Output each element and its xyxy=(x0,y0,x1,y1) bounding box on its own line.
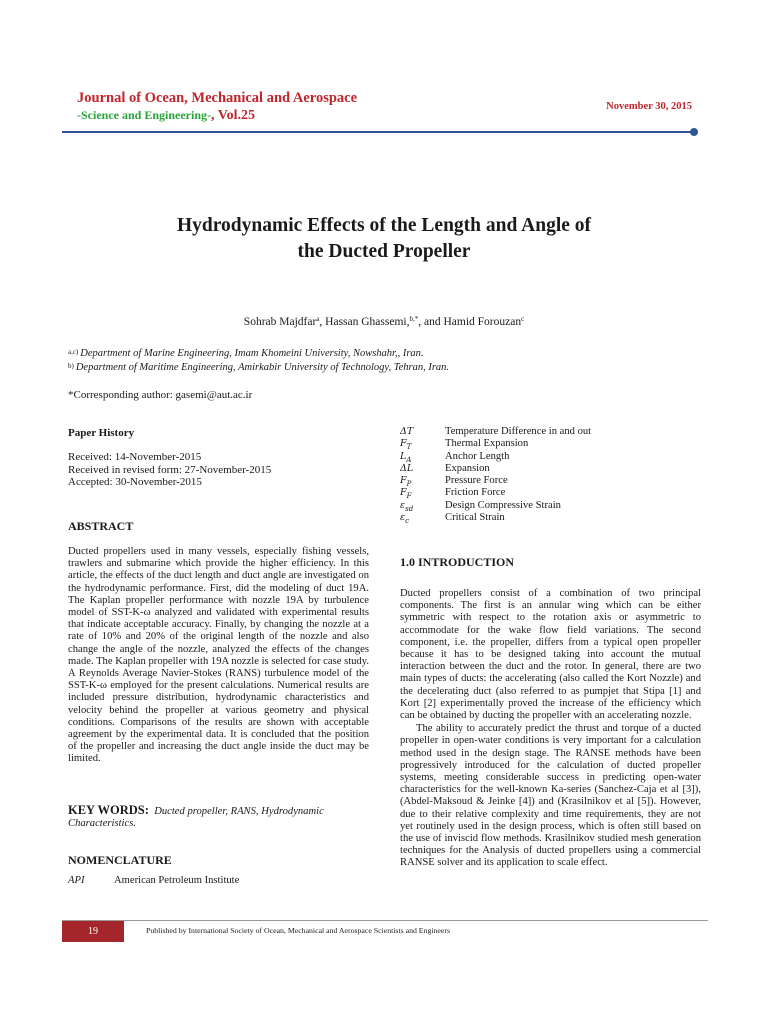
author-affiliation-mark: b,* xyxy=(409,315,419,323)
affiliation xyxy=(68,362,449,373)
nomenclature-symbol: $F_T$ xyxy=(400,438,412,452)
keywords-label: KEY WORDS: xyxy=(68,803,149,817)
nomenclature-row xyxy=(400,463,591,475)
nomenclature-description: Friction Force xyxy=(445,487,506,499)
revised-date: Received in revised form: 27-November-2015 xyxy=(68,463,272,476)
paper-history-heading: Paper History xyxy=(68,427,135,439)
paper-title-line-1: Hydrodynamic Effects of the Length and Angle of xyxy=(176,215,592,236)
abstract-heading: ABSTRACT xyxy=(68,519,134,533)
nomenclature-row xyxy=(400,438,591,450)
symbol-subscript: c xyxy=(405,516,410,525)
nomenclature-row xyxy=(400,487,591,499)
nomenclature-description: Expansion xyxy=(445,462,490,474)
nomenclature-symbol: $\varepsilon_c$ xyxy=(400,512,410,525)
author-list xyxy=(0,316,768,328)
footer-divider xyxy=(62,920,708,921)
nomenclature-symbol: ΔL xyxy=(400,462,414,474)
nomenclature-description: Design Compressive Strain xyxy=(445,499,561,511)
nomenclature-symbol: $F_F$ xyxy=(400,487,412,501)
accepted-date: Accepted: 30-November-2015 xyxy=(68,476,202,488)
introduction-text xyxy=(400,588,701,870)
nomenclature-row xyxy=(400,451,591,463)
nomenclature-description: Anchor Length xyxy=(445,450,510,462)
affiliation-mark: a,c) xyxy=(68,348,79,356)
keywords-text: Ducted propeller, RANS, Hydrodynamic Characteristics. xyxy=(68,806,324,830)
symbol-subscript: T xyxy=(406,443,412,452)
affiliation-text: Department of Marine Engineering, Imam Khomeini University, Nowshahr,, Iran. xyxy=(80,348,424,359)
nomenclature-symbol: $F_P$ xyxy=(400,475,412,489)
nomenclature-row xyxy=(400,500,591,512)
nomenclature-description: Temperature Difference in and out xyxy=(445,426,592,437)
nomenclature-heading: NOMENCLATURE xyxy=(68,853,172,867)
nomenclature-symbol: API xyxy=(68,875,85,886)
nomenclature-list xyxy=(400,426,591,524)
author-separator: , and xyxy=(418,316,444,328)
journal-name: Journal of Ocean, Mechanical and Aerospace xyxy=(77,90,358,106)
abstract-text: Ducted propellers used in many vessels, especially fishing vessels, trawlers and submarine which provide the higher efficiency. In this article, the effects of the duct length and duct angle are investigated on the hydrodynamic performance. First, did the modeling of duct 19A. The Kaplan propeller performance with nozzle 19A by turbulence model of SST-K-ω analyzed and validated with experimental results that indicate acceptable accuracy. Finally, by changing the nozzle at a rate of 10% and 20% of the original length of the nozzle and also change the angle of the nozzle, analyzed the effects of the changes made. The Kaplan propeller with 19A nozzle is selected for case study. A Reynolds Average Navier-Stokes (RANS) turbulence model of the SST-K-ω employed for the present calculations. Numerical results are included pressure distribution, hydrodynamic characteristics and velocity behind the propeller at various geometry and physical conditions. Comparisons of the results are shown with acceptable agreement by the experimental data. It is concluded that the position of the propeller and increasing the duct angle inside the duct may be limited. xyxy=(68,546,369,765)
author-name: Hassan Ghassemi, xyxy=(325,316,410,328)
symbol-subscript: sd xyxy=(405,504,414,513)
nomenclature-symbol: $\varepsilon_{sd}$ xyxy=(400,499,414,513)
author-name: Sohrab Majdfar xyxy=(243,316,317,328)
author-affiliation-mark: c xyxy=(521,315,525,323)
publisher-note: Published by International Society of Ocean, Mechanical and Aerospace Scientists and Engineers xyxy=(146,926,450,935)
introduction-heading: 1.0 INTRODUCTION xyxy=(400,555,515,569)
nomenclature-description: Pressure Force xyxy=(445,475,508,487)
paper-title-line-2: the Ducted Propeller xyxy=(297,241,471,262)
author-name: Hamid Forouzan xyxy=(443,316,522,328)
paper-title xyxy=(0,213,768,265)
introduction-paragraph: The ability to accurately predict the thrust and torque of a ducted propeller in open-water conditions is very important for a calculation method used in the design stage. The RANSE methods have been progressively introduced for the calculation of ducted propeller systems, meeting considerable success in predicting open-water characteristics for the well-known Ka-series (Sanchez-Caja et al [3]), (Abdel-Maksoud & Jeinke [4]) and (Krasilnikov et al [5]). However, due to their relative complexity and time requirements, they are not yet routinely used in the design process, which is often still based on the use of inviscid flow methods. Krasilnikov studied mesh generation techniques for the Analysis of ducted propellers using a commercial RANSE solver and its application to scale effect. xyxy=(400,723,701,869)
author-separator: , xyxy=(319,316,326,328)
introduction-paragraph: Ducted propellers consist of a combination of two principal components. The first is an annular wing which can be either symmetric with respect to the rotation axis or asymmetric to accommodate for the wake flow field variations. The second component, i.e. the propeller, differs from a typical open propeller because it has to be designed taking into account the mutual interaction between the duct and the rotor. In general, there are two main types of ducts: the accelerating (also called the Kort Nozzle) and the decelerating duct (also referred to as pumpjet that Stipa [1] and Kort [2] experimentally proved the increase of the efficiency which can be obtained by ducting the propeller with an accelerating nozzle. xyxy=(400,588,701,722)
corresponding-author: *Corresponding author: gasemi@aut.ac.ir xyxy=(68,389,253,401)
nomenclature-description: Thermal Expansion xyxy=(445,438,529,450)
header-divider xyxy=(62,131,694,133)
author-affiliation-mark: a xyxy=(316,315,320,323)
affiliation xyxy=(68,348,424,359)
page-number: 19 xyxy=(62,921,124,942)
symbol-subscript: F xyxy=(406,492,412,501)
affiliation-mark: b) xyxy=(68,362,74,370)
paper-history xyxy=(68,451,369,489)
journal-subtitle xyxy=(77,108,255,124)
symbol-subscript: A xyxy=(406,455,412,464)
received-date: Received: 14-November-2015 xyxy=(68,451,202,463)
header-divider-dot xyxy=(690,128,698,136)
nomenclature-row xyxy=(68,875,369,886)
journal-volume: , Vol.25 xyxy=(211,108,255,123)
keywords xyxy=(68,804,369,830)
nomenclature-description: American Petroleum Institute xyxy=(114,875,240,886)
journal-subtitle-text: -Science and Engineering- xyxy=(77,108,211,122)
symbol-subscript: P xyxy=(406,480,412,489)
nomenclature-description: Critical Strain xyxy=(445,512,505,524)
nomenclature-row xyxy=(400,475,591,487)
nomenclature-symbol: ΔT xyxy=(400,426,414,437)
affiliation-text: Department of Maritime Engineering, Amirkabir University of Technology, Tehran, Iran. xyxy=(75,362,450,373)
nomenclature-symbol: $L_A$ xyxy=(400,450,412,464)
issue-date: November 30, 2015 xyxy=(606,101,692,112)
nomenclature-row xyxy=(400,426,591,438)
nomenclature-row xyxy=(400,512,591,524)
